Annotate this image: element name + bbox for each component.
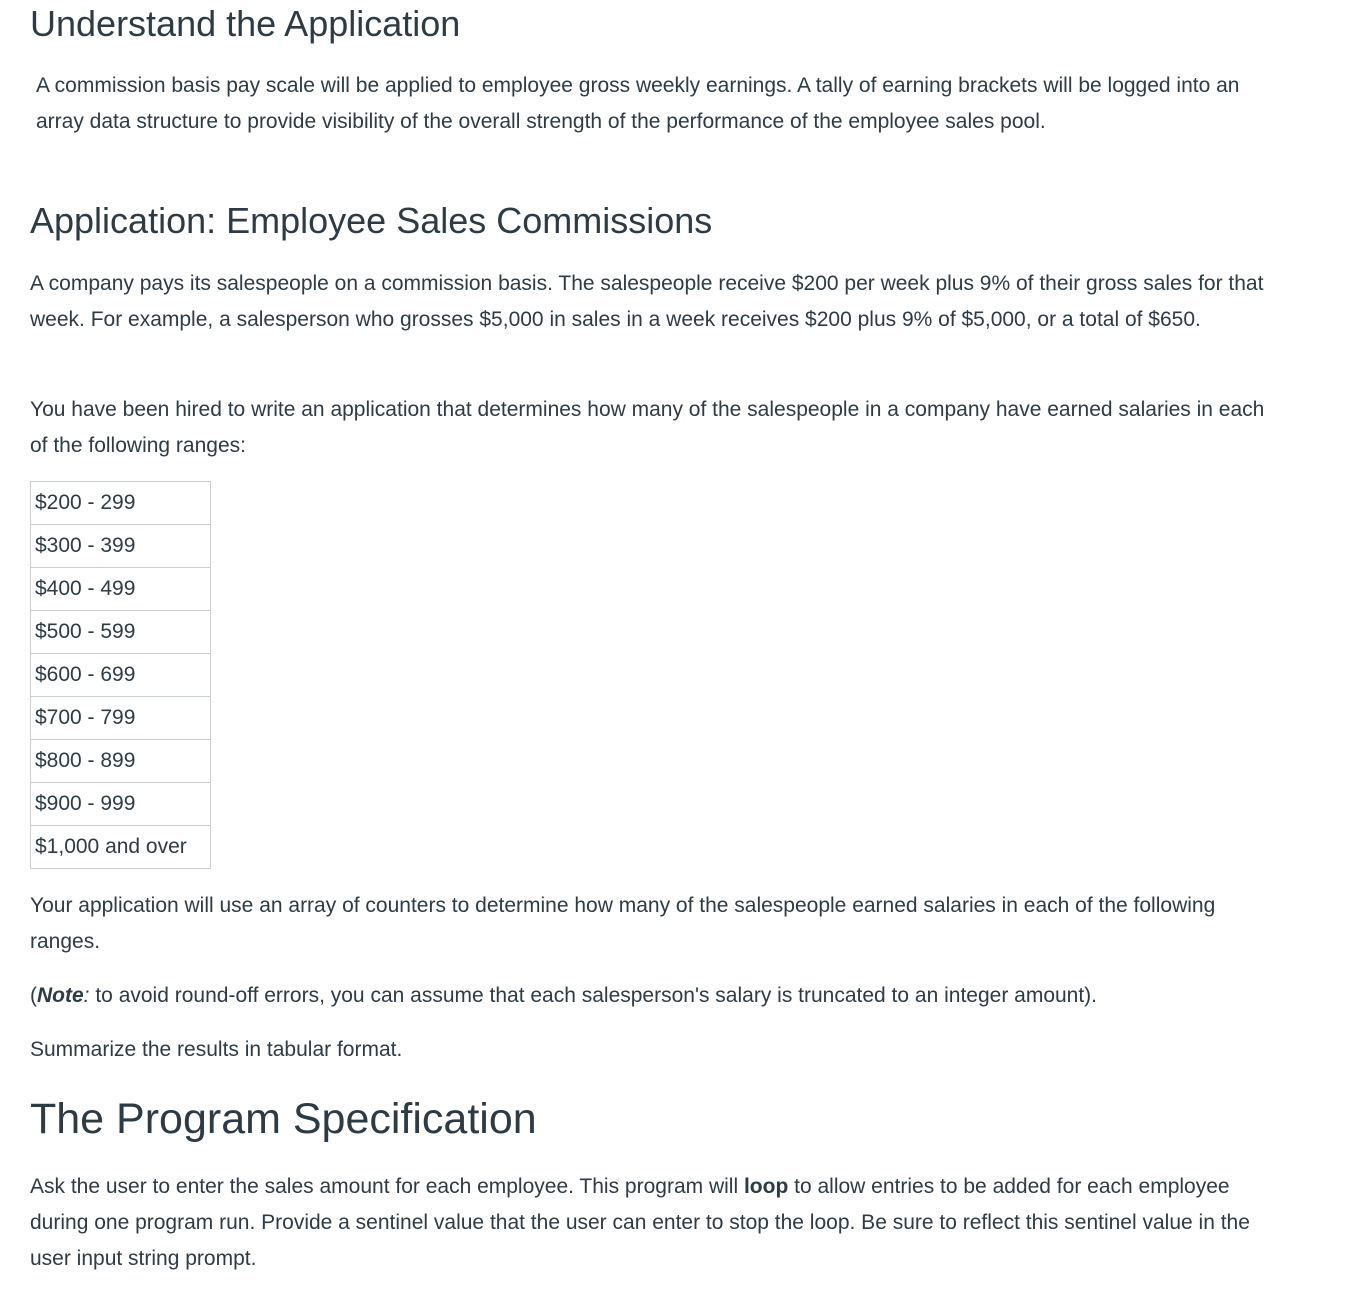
understand-paragraph: A commission basis pay scale will be applied to employee gross weekly earnings. A tally of earning brackets will be logged into an array data structure to provide visibility of the overall strength of the performance of the employee sales pool. xyxy=(36,74,1240,133)
salary-range-cell: $200 - 299 xyxy=(31,482,211,525)
salary-range-cell: $700 - 799 xyxy=(31,697,211,740)
note-label: Note xyxy=(37,984,84,1007)
program-spec-heading: The Program Specification xyxy=(30,1095,537,1143)
salary-range-cell: $600 - 699 xyxy=(31,654,211,697)
salary-range-cell: $800 - 899 xyxy=(31,740,211,783)
ask-text-after: to allow entries to be added for each employee during one program run. Provide a sentinel value that the user can enter to stop the loop. Be sure to reflect this sentinel value in the user input string prompt. xyxy=(30,1175,1250,1270)
understand-heading: Understand the Application xyxy=(30,3,461,44)
salary-range-cell: $300 - 399 xyxy=(31,525,211,568)
note-colon: : xyxy=(83,984,90,1007)
salary-range-cell: $1,000 and over xyxy=(31,826,211,869)
ask-text-before: Ask the user to enter the sales amount for each employee. This program will xyxy=(30,1175,744,1198)
table-row xyxy=(31,525,211,568)
table-row xyxy=(31,482,211,525)
table-row xyxy=(31,697,211,740)
table-row xyxy=(31,611,211,654)
salary-range-cell: $900 - 999 xyxy=(31,783,211,826)
application-heading: Application: Employee Sales Commissions xyxy=(30,200,713,241)
salary-ranges-table xyxy=(30,481,211,869)
table-row xyxy=(31,568,211,611)
summarize-paragraph: Summarize the results in tabular format. xyxy=(30,1038,403,1061)
salary-range-cell: $400 - 499 xyxy=(31,568,211,611)
note-text: to avoid round-off errors, you can assume that each salesperson's salary is truncated to an integer amount). xyxy=(89,984,1098,1007)
loop-keyword: loop xyxy=(743,1175,789,1198)
salary-range-cell: $500 - 599 xyxy=(31,611,211,654)
commission-paragraph: A company pays its salespeople on a commission basis. The salespeople receive $200 per week plus 9% of their gross sales for that week. For example, a salesperson who grosses $5,000 in sales in a week receives $200 plus 9% of $5,000, or a total of $650. xyxy=(30,272,1264,331)
array-counters-paragraph: Your application will use an array of counters to determine how many of the salespeople earned salaries in each of the following ranges. xyxy=(30,894,1216,953)
hired-paragraph: You have been hired to write an application that determines how many of the salespeople in a company have earned salaries in each of the following ranges: xyxy=(30,398,1265,457)
table-row xyxy=(31,740,211,783)
ask-user-paragraph xyxy=(30,1169,1285,1277)
table-row xyxy=(31,654,211,697)
note-paragraph xyxy=(30,978,1285,1014)
note-open-paren: ( xyxy=(30,984,37,1007)
table-row xyxy=(31,783,211,826)
table-row xyxy=(31,826,211,869)
